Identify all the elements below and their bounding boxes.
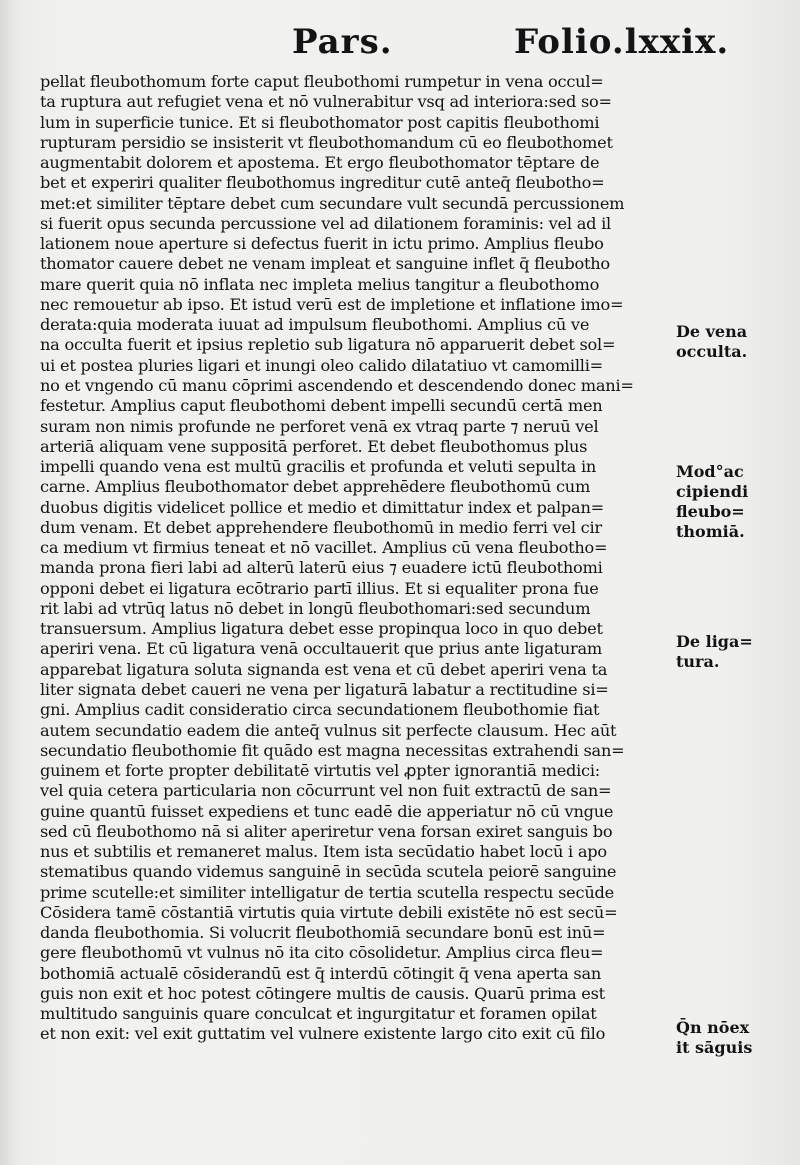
text-line: na occulta fuerit et ipsius repletio sub ligatura nō apparuerit debet sol= [40, 335, 616, 355]
text-line: derata:quia moderata iuuat ad impulsum fleubothomi. Amplius cū ve [40, 315, 590, 335]
text-line: liter signata debet caueri ne vena per ligaturā labatur a rectitudine si= [40, 679, 609, 699]
text-line: et non exit: vel exit guttatim vel vulnere existente largo cito exit cū filo [40, 1024, 606, 1044]
text-line: autem secundatio eadem die anteq̄ vulnus sit perfecte clausum. Hec aūt [40, 720, 617, 740]
text-line: opponi debet ei ligatura ecōtrario partī illius. Et si equaliter prona fue [40, 578, 599, 598]
text-line: danda fleubothomia. Si volucrit fleubothomiā secundare bonū est inū= [40, 923, 606, 943]
text-line: gere fleubothomū vt vulnus nō ita cito cōsolidetur. Amplius circa fleu= [40, 943, 604, 963]
margin-note-line: De vena [676, 322, 748, 341]
main-text-block [40, 72, 670, 1045]
text-line: pellat fleubothomum forte caput fleubothomi rumpetur in vena occul= [40, 72, 604, 91]
margin-note-line: tura. [676, 652, 720, 671]
text-line: bothomiā actualē cōsiderandū est q̄ interdū cōtingit q̄ vena aperta san [40, 963, 602, 983]
text-line: manda prona fieri labi ad alterū laterū eius ⁊ euadere ictū fleubothomi [40, 558, 603, 578]
text-line: duobus digitis videlicet pollice et medio et dimittatur index et palpan= [40, 497, 604, 517]
text-line: transuersum. Amplius ligatura debet esse propinqua loco in quo debet [40, 619, 603, 639]
margin-note-line: occulta. [676, 342, 748, 361]
text-line: bet et experiri qualiter fleubothomus ingreditur cutē anteq̄ fleubotho= [40, 173, 605, 193]
text-line: augmentabit dolorem et apostema. Et ergo fleubothomator tēptare de [40, 153, 600, 173]
text-line: gni. Amplius cadit consideratio circa secundationem fleubothomie fiat [40, 700, 600, 720]
margin-note-line: it sāguis [676, 1038, 753, 1057]
margin-note-quando-non-exit [676, 1018, 752, 1058]
text-line: guis non exit et hoc potest cōtingere multis de causis. Quarū prima est [40, 983, 605, 1003]
text-line: met:et similiter tēptare debet cum secundare vult secundā percussionem [40, 193, 625, 213]
text-line: mare querit quia nō inflata nec impleta melius tangitur a fleubothomo [40, 274, 600, 294]
text-line: suram non nimis profunde ne perforet venā ex vtraq parte ⁊ neruū vel [40, 416, 599, 436]
text-line: arteriā aliquam vene suppositā perforet. Et debet fleubothomus plus [40, 436, 588, 456]
text-line: aperiri vena. Et cū ligatura venā occultauerit que prius ante ligaturam [40, 639, 603, 659]
text-line: vel quia cetera particularia non cōcurrunt vel non fuit extractū de san= [40, 781, 612, 801]
text-line: secundatio fleubothomie fit quādo est magna necessitas extrahendi san= [40, 740, 625, 760]
text-line: dum venam. Et debet apprehendere fleubothomū in medio ferri vel cir [40, 517, 602, 537]
text-line: ta ruptura aut refugiet vena et nō vulnerabitur vsq ad interiora:sed so= [40, 92, 612, 112]
margin-note-line: Mod°ac [676, 462, 744, 481]
text-line: festetur. Amplius caput fleubothomi debent impelli secundū certā men [40, 396, 603, 416]
margin-note-line: Q̄n nōex [676, 1018, 750, 1037]
text-line: prime scutelle:et similiter intelligatur de tertia scutella respectu secūde [40, 882, 614, 902]
text-line: no et vngendo cū manu cōprimi ascendendo et descendendo donec mani= [40, 375, 634, 395]
text-line: Cōsidera tamē cōstantiā virtutis quia virtute debili existēte nō est secū= [40, 902, 618, 922]
margin-note-modus-accipiendi [676, 462, 748, 542]
text-line: rupturam persidio se insisterit vt fleubothomandum cū eo fleubothomet [40, 132, 613, 152]
text-line: guinem et forte propter debilitatē virtutis vel ꝓpter ignorantiā medici: [40, 761, 601, 781]
text-line: sed cū fleubothomo nā si aliter aperiretur vena forsan exiret sanguis bo [40, 821, 613, 841]
text-line: si fuerit opus secunda percussione vel ad dilationem foraminis: vel ad il [40, 213, 611, 233]
margin-note-vena-occulta [676, 322, 747, 362]
text-line: guine quantū fuisset expediens et tunc eadē die apperiatur nō cū vngue [40, 801, 614, 821]
text-line: multitudo sanguinis quare conculcat et ingurgitatur et foramen opilat [40, 1004, 597, 1024]
text-line: stematibus quando videmus sanguinē in secūda scutela peiorē sanguine [40, 862, 617, 882]
margin-note-line: fleubo= [676, 502, 745, 521]
text-line: thomator cauere debet ne venam impleat et sanguine inflet q̄ fleubotho [40, 254, 610, 274]
text-line: ca medium vt firmius teneat et nō vacillet. Amplius cū vena fleubotho= [40, 538, 608, 558]
margin-note-line: cipiendi [676, 482, 749, 501]
text-line: nus et subtilis et remaneret malus. Item ista secūdatio habet locū i apo [40, 842, 607, 862]
text-line: rit labi ad vtrūq latus nō debet in longū fleubothomari:sed secundum [40, 598, 591, 618]
text-line: apparebat ligatura soluta signanda est vena et cū debet aperiri vena ta [40, 659, 608, 679]
text-line: nec remouetur ab ipso. Et istud verū est de impletione et inflatione imo= [40, 294, 624, 314]
text-line: lationem noue aperture si defectus fuerit in ictu primo. Amplius fleubo [40, 234, 604, 254]
text-line: ui et postea pluries ligari et inungi oleo calido dilatatiuo vt camomilli= [40, 355, 603, 375]
text-line: impelli quando vena est multū gracilis et profunda et veluti sepulta in [40, 457, 597, 477]
margin-note-line: thomiā. [676, 522, 745, 541]
folio-number: Folio.lxxix. [514, 22, 730, 62]
running-head-left: Pars. [292, 22, 393, 62]
text-line: lum in superficie tunice. Et si fleubothomator post capitis fleubothomi [40, 112, 600, 132]
text-line: carne. Amplius fleubothomator debet apprehēdere fleubothomū cum [40, 477, 591, 497]
margin-note-de-ligatura [676, 632, 753, 672]
margin-note-line: De liga= [676, 632, 753, 651]
